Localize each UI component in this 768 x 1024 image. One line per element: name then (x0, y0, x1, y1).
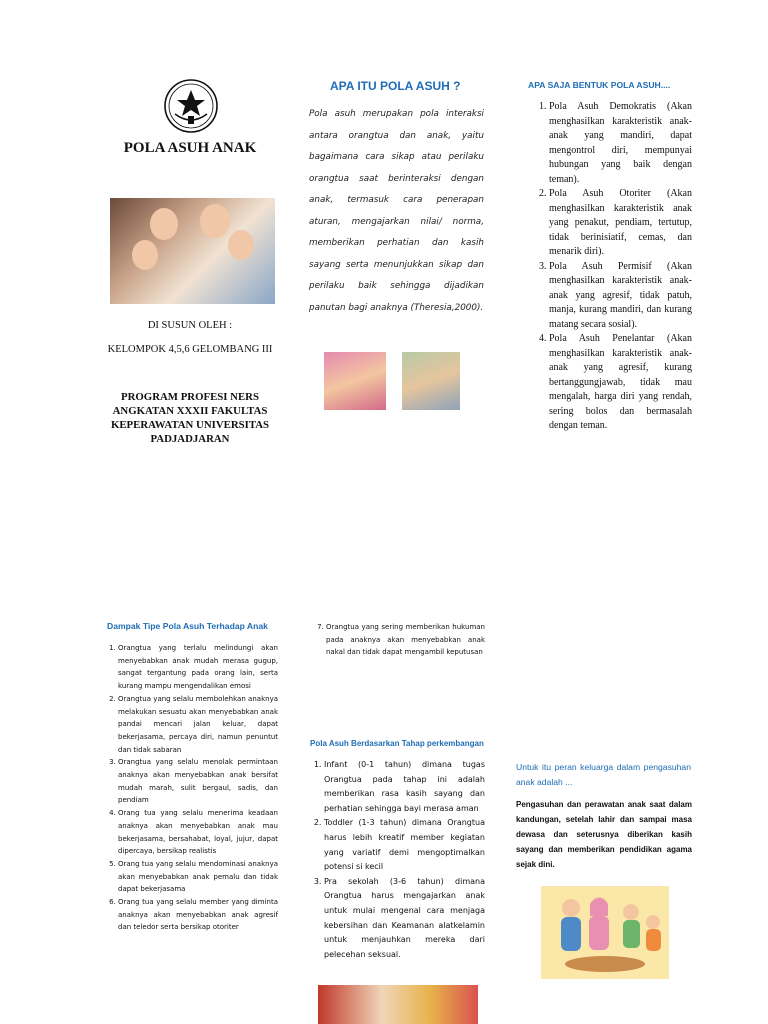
parent-child-photo (402, 352, 460, 410)
section-title-peran: Untuk itu peran keluarga dalam pengasuhan anak adalah ... (516, 762, 691, 787)
list-item: 1. Orangtua yang terlalu melindungi akan menyebabkan anak mudah merasa gugup, sangat tergantung pada orang lain, serta kurang mampu mengendalikan emosi (118, 642, 278, 693)
dampak-list (100, 642, 278, 934)
university-logo (163, 78, 219, 134)
family-photo (110, 198, 275, 304)
list-item: 7. Orangtua yang sering memberikan hukuman pada anaknya akan menyebabkan anak nakal dan tidak dapat mengambil keputusan (326, 621, 485, 659)
section-title-apa-itu: APA ITU POLA ASUH ? (330, 79, 461, 93)
peran-paragraph: Pengasuhan dan perawatan anak saat dalam kandungan, setelah lahir dan sampai masa dewasa dan seterusnya diberikan kasih sayang dan memberikan pendidikan agama sejak dini. (516, 800, 692, 869)
list-item: 4. Pola Asuh Penelantar (Akan menghasilkan karakteristik anak-anak yang agresif, kurang bertanggungjawab, tidak mau mengalah, harga diri yang rendah, sering bolos dan bermasalah dengan teman. (549, 332, 692, 434)
cover-title: POLA ASUH ANAK (123, 140, 257, 156)
section-title-bentuk: APA SAJA BENTUK POLA ASUH.... (528, 80, 671, 90)
list-item: 2. Orangtua yang selalu membolehkan anaknya melakukan sesuatu akan menyebabkan anak pandai mencari jalan keluar, dapat bekerjasama, percaya diri, namun penuntut dan tidak sabaran (118, 693, 278, 757)
group-label: KELOMPOK 4,5,6 GELOMBANG III (107, 344, 273, 355)
list-item: 1. Pola Asuh Demokratis (Akan menghasilkan karakteristik anak-anak yang mandiri, dapat mengontrol diri, mempunyai hubungan yang baik dengan teman). (549, 100, 692, 187)
children-photo (318, 985, 478, 1024)
list-item: 2. Toddler (1-3 tahun) dimana Orangtua harus lebih kreatif member kegiatan yang variatif demi mengoptimalkan potensi si kecil (324, 816, 485, 874)
program-label: PROGRAM PROFESI NERS ANGKATAN XXXII FAKULTAS KEPERAWATAN UNIVERSITAS PADJADJARAN (110, 391, 270, 445)
tahap-list (309, 758, 485, 962)
list-item: 3. Pra sekolah (3-6 tahun) dimana Orangtua harus mengajarkan anak untuk mulai mengenal cara menjaga kebersihan dan Keamanan alatkelamin untuk menjauhkan mereka dari pelecehan seksual. (324, 875, 485, 963)
list-item: 4. Orang tua yang selalu menerima keadaan anaknya akan menyebabkan anak mau bekerjasama, bersahabat, loyal, jujur, dapat dipercaya, bersikap realistis (118, 807, 278, 858)
mother-child-photo (324, 352, 386, 410)
section-title-dampak: Dampak Tipe Pola Asuh Terhadap Anak (107, 621, 268, 631)
bentuk-list (527, 100, 692, 434)
family-illustration (541, 886, 669, 979)
list-item: 1. Infant (0-1 tahun) dimana tugas Orangtua pada tahap ini adalah memberikan rasa kasih sayang dan perhatian sehingga bayi merasa aman (324, 758, 485, 816)
list-item: 2. Pola Asuh Otoriter (Akan menghasilkan karakteristik anak yang penakut, pendiam, tertutup, tidak berinisiatif, cemas, dan menarik diri). (549, 187, 692, 260)
dampak-list-continued (309, 621, 485, 659)
list-item: 6. Orang tua yang selalu member yang diminta anaknya akan menyebabkan anak agresif dan teledor serta bersikap otoriter (118, 896, 278, 934)
section-title-tahap: Pola Asuh Berdasarkan Tahap perkembangan (310, 739, 484, 748)
apa-itu-paragraph: Pola asuh merupakan pola interaksi antara orangtua dan anak, yaitu bagaimana cara sikap atau perilaku orangtua saat berinteraksi dengan anak, termasuk cara penerapan aturan, mengajarkan nilai/ norma, memberikan perhatian dan kasih sayang serta menunjukkan sikap dan perilaku baik sehingga dijadikan panutan bagi anaknya (Theresia,2000). (309, 109, 484, 313)
list-item: 3. Orangtua yang selalu menolak permintaan anaknya akan menyebabkan anak bersifat mudah marah, sulit bergaul, sadis, dan pendiam (118, 756, 278, 807)
list-item: 5. Orang tua yang selalu mendominasi anaknya akan menyebabkan anak pemalu dan tidak dapat bekerjasama (118, 858, 278, 896)
author-label: DI SUSUN OLEH : (147, 320, 233, 331)
list-item: 3. Pola Asuh Permisif (Akan menghasilkan karakteristik anak-anak yang agresif, tidak patuh, manja, kurang mandiri, dan kurang matang secara sosial). (549, 260, 692, 333)
